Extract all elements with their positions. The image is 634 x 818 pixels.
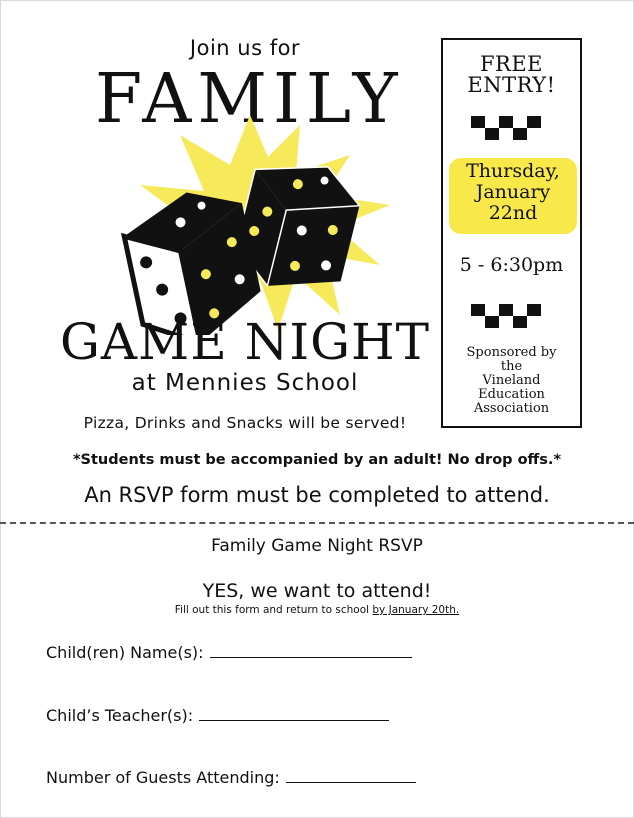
sponsor-line-1: Sponsored by <box>466 345 557 360</box>
date-line-3: 22nd <box>488 202 538 224</box>
sponsor-line-4: Education <box>478 387 545 402</box>
teacher-blank[interactable] <box>199 706 389 721</box>
rsvp-yes-heading: YES, we want to attend! <box>202 580 432 602</box>
rsvp-deadline: by January 20th. <box>372 604 460 616</box>
child-names-field <box>46 643 412 662</box>
event-time: 5 - 6:30pm <box>459 254 564 276</box>
child-names-blank[interactable] <box>210 643 412 658</box>
sponsor-line-2: the <box>500 359 523 374</box>
food-note: Pizza, Drinks and Snacks will be served! <box>83 414 407 432</box>
date-line-2: January <box>475 181 551 203</box>
child-names-label: Child(ren) Name(s): <box>46 643 204 662</box>
free-line-2: ENTRY! <box>467 73 556 97</box>
teacher-field <box>46 706 389 725</box>
school-name: at Mennies School <box>131 370 359 396</box>
sponsor-text <box>443 346 580 416</box>
free-line-1: FREE <box>479 52 544 76</box>
date-line-1: Thursday, <box>466 160 560 182</box>
dice-icon <box>100 95 410 335</box>
rsvp-required-notice: An RSVP form must be completed to attend. <box>84 483 550 507</box>
checkered-flag-icon <box>471 116 551 142</box>
free-entry <box>443 54 580 96</box>
guests-field <box>46 768 416 787</box>
instructions-text: Fill out this form and return to school <box>174 604 373 616</box>
event-details-box <box>441 38 582 428</box>
guests-blank[interactable] <box>286 768 416 783</box>
guests-label: Number of Guests Attending: <box>46 768 280 787</box>
rsvp-instructions <box>0 604 634 616</box>
join-us-heading: Join us for <box>189 36 301 60</box>
sponsor-line-5: Association <box>473 401 550 416</box>
event-date <box>449 161 577 224</box>
rsvp-form-title: Family Game Night RSVP <box>211 536 423 556</box>
family-title: FAMILY <box>95 60 404 139</box>
cut-line <box>0 522 634 524</box>
game-night-title: GAME NIGHT <box>59 313 431 371</box>
sponsor-line-3: Vineland <box>482 373 541 388</box>
teacher-label: Child’s Teacher(s): <box>46 706 194 725</box>
checkered-flag-icon <box>471 304 551 330</box>
supervision-notice: *Students must be accompanied by an adult! No drop offs.* <box>72 452 562 468</box>
